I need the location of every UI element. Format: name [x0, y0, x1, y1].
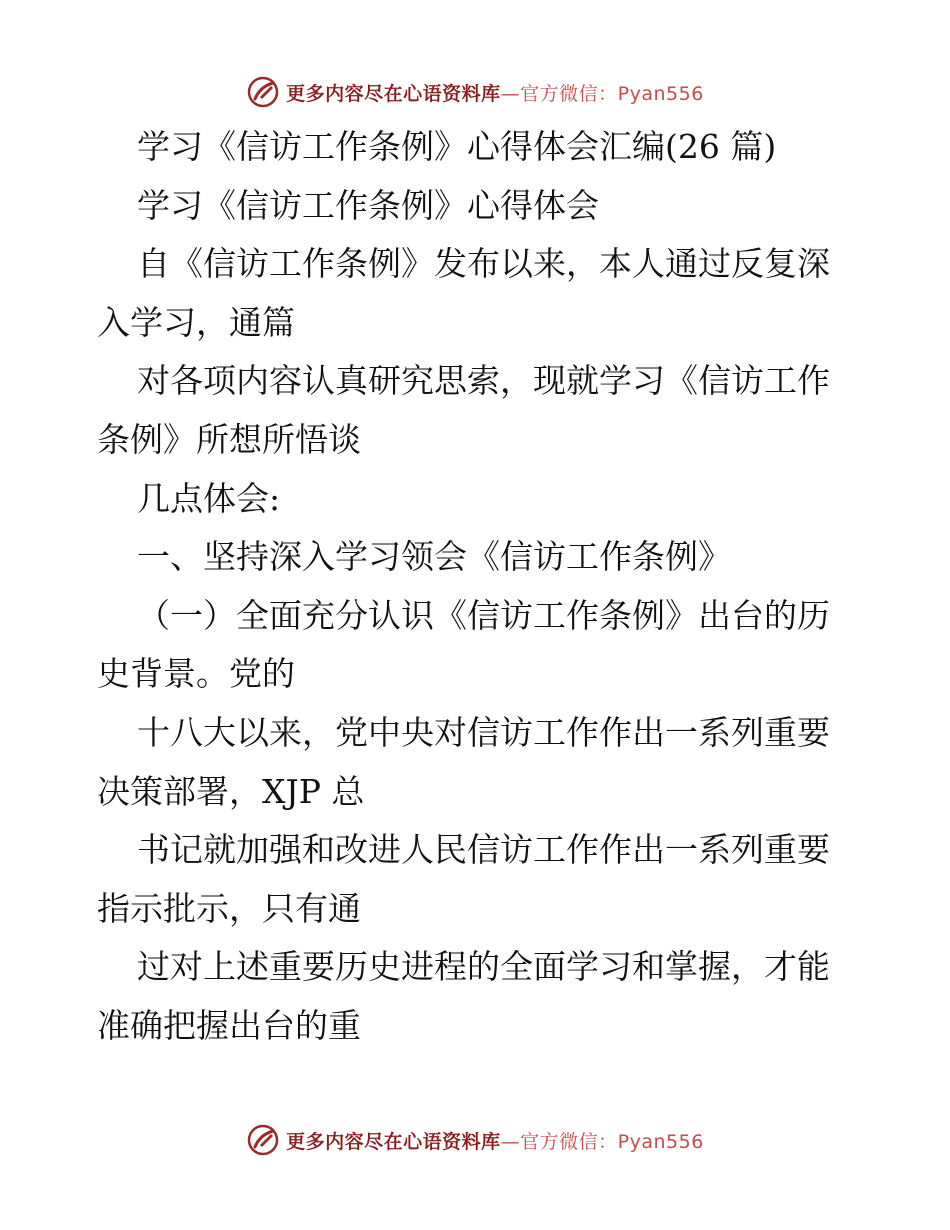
footer-banner: [0, 1120, 950, 1160]
text-line: 十八大以来，党中央对信访工作作出一系列重要: [137, 712, 830, 752]
pen-logo-icon: [246, 1123, 280, 1157]
banner-contact: —官方微信：Pyan556: [500, 82, 704, 105]
text-line: 准确把握出台的重: [97, 1005, 361, 1045]
text-line: 学习《信访工作条例》心得体会汇编(26 篇): [137, 127, 777, 166]
text-line: 几点体会:: [137, 478, 281, 518]
text-line: 学习《信访工作条例》心得体会: [137, 185, 599, 225]
document-body: [97, 118, 857, 1056]
header-banner: [0, 72, 950, 112]
text-line: （一）全面充分认识《信访工作条例》出台的历: [137, 595, 830, 635]
text-line: 决策部署，XJP 总: [97, 771, 365, 811]
text-line: 自《信访工作条例》发布以来，本人通过反复深: [137, 244, 830, 284]
banner-title: 更多内容尽在心语资料库: [286, 82, 501, 105]
banner-text: [286, 1127, 704, 1154]
text-line: 对各项内容认真研究思索，现就学习《信访工作: [137, 361, 830, 401]
pen-logo-icon: [246, 75, 280, 109]
text-line: 史背景。党的: [97, 654, 295, 694]
text-line: 一、坚持深入学习领会《信访工作条例》: [137, 537, 731, 577]
text-line: 指示批示，只有通: [97, 888, 361, 928]
banner-text: [286, 79, 704, 106]
banner-title: 更多内容尽在心语资料库: [286, 1130, 501, 1153]
text-line: 过对上述重要历史进程的全面学习和掌握，才能: [137, 947, 830, 987]
text-line: 书记就加强和改进人民信访工作作出一系列重要: [137, 830, 830, 870]
banner-contact: —官方微信：Pyan556: [500, 1130, 704, 1153]
text-line: 条例》所想所悟谈: [97, 419, 361, 459]
text-line: 入学习，通篇: [97, 302, 295, 342]
